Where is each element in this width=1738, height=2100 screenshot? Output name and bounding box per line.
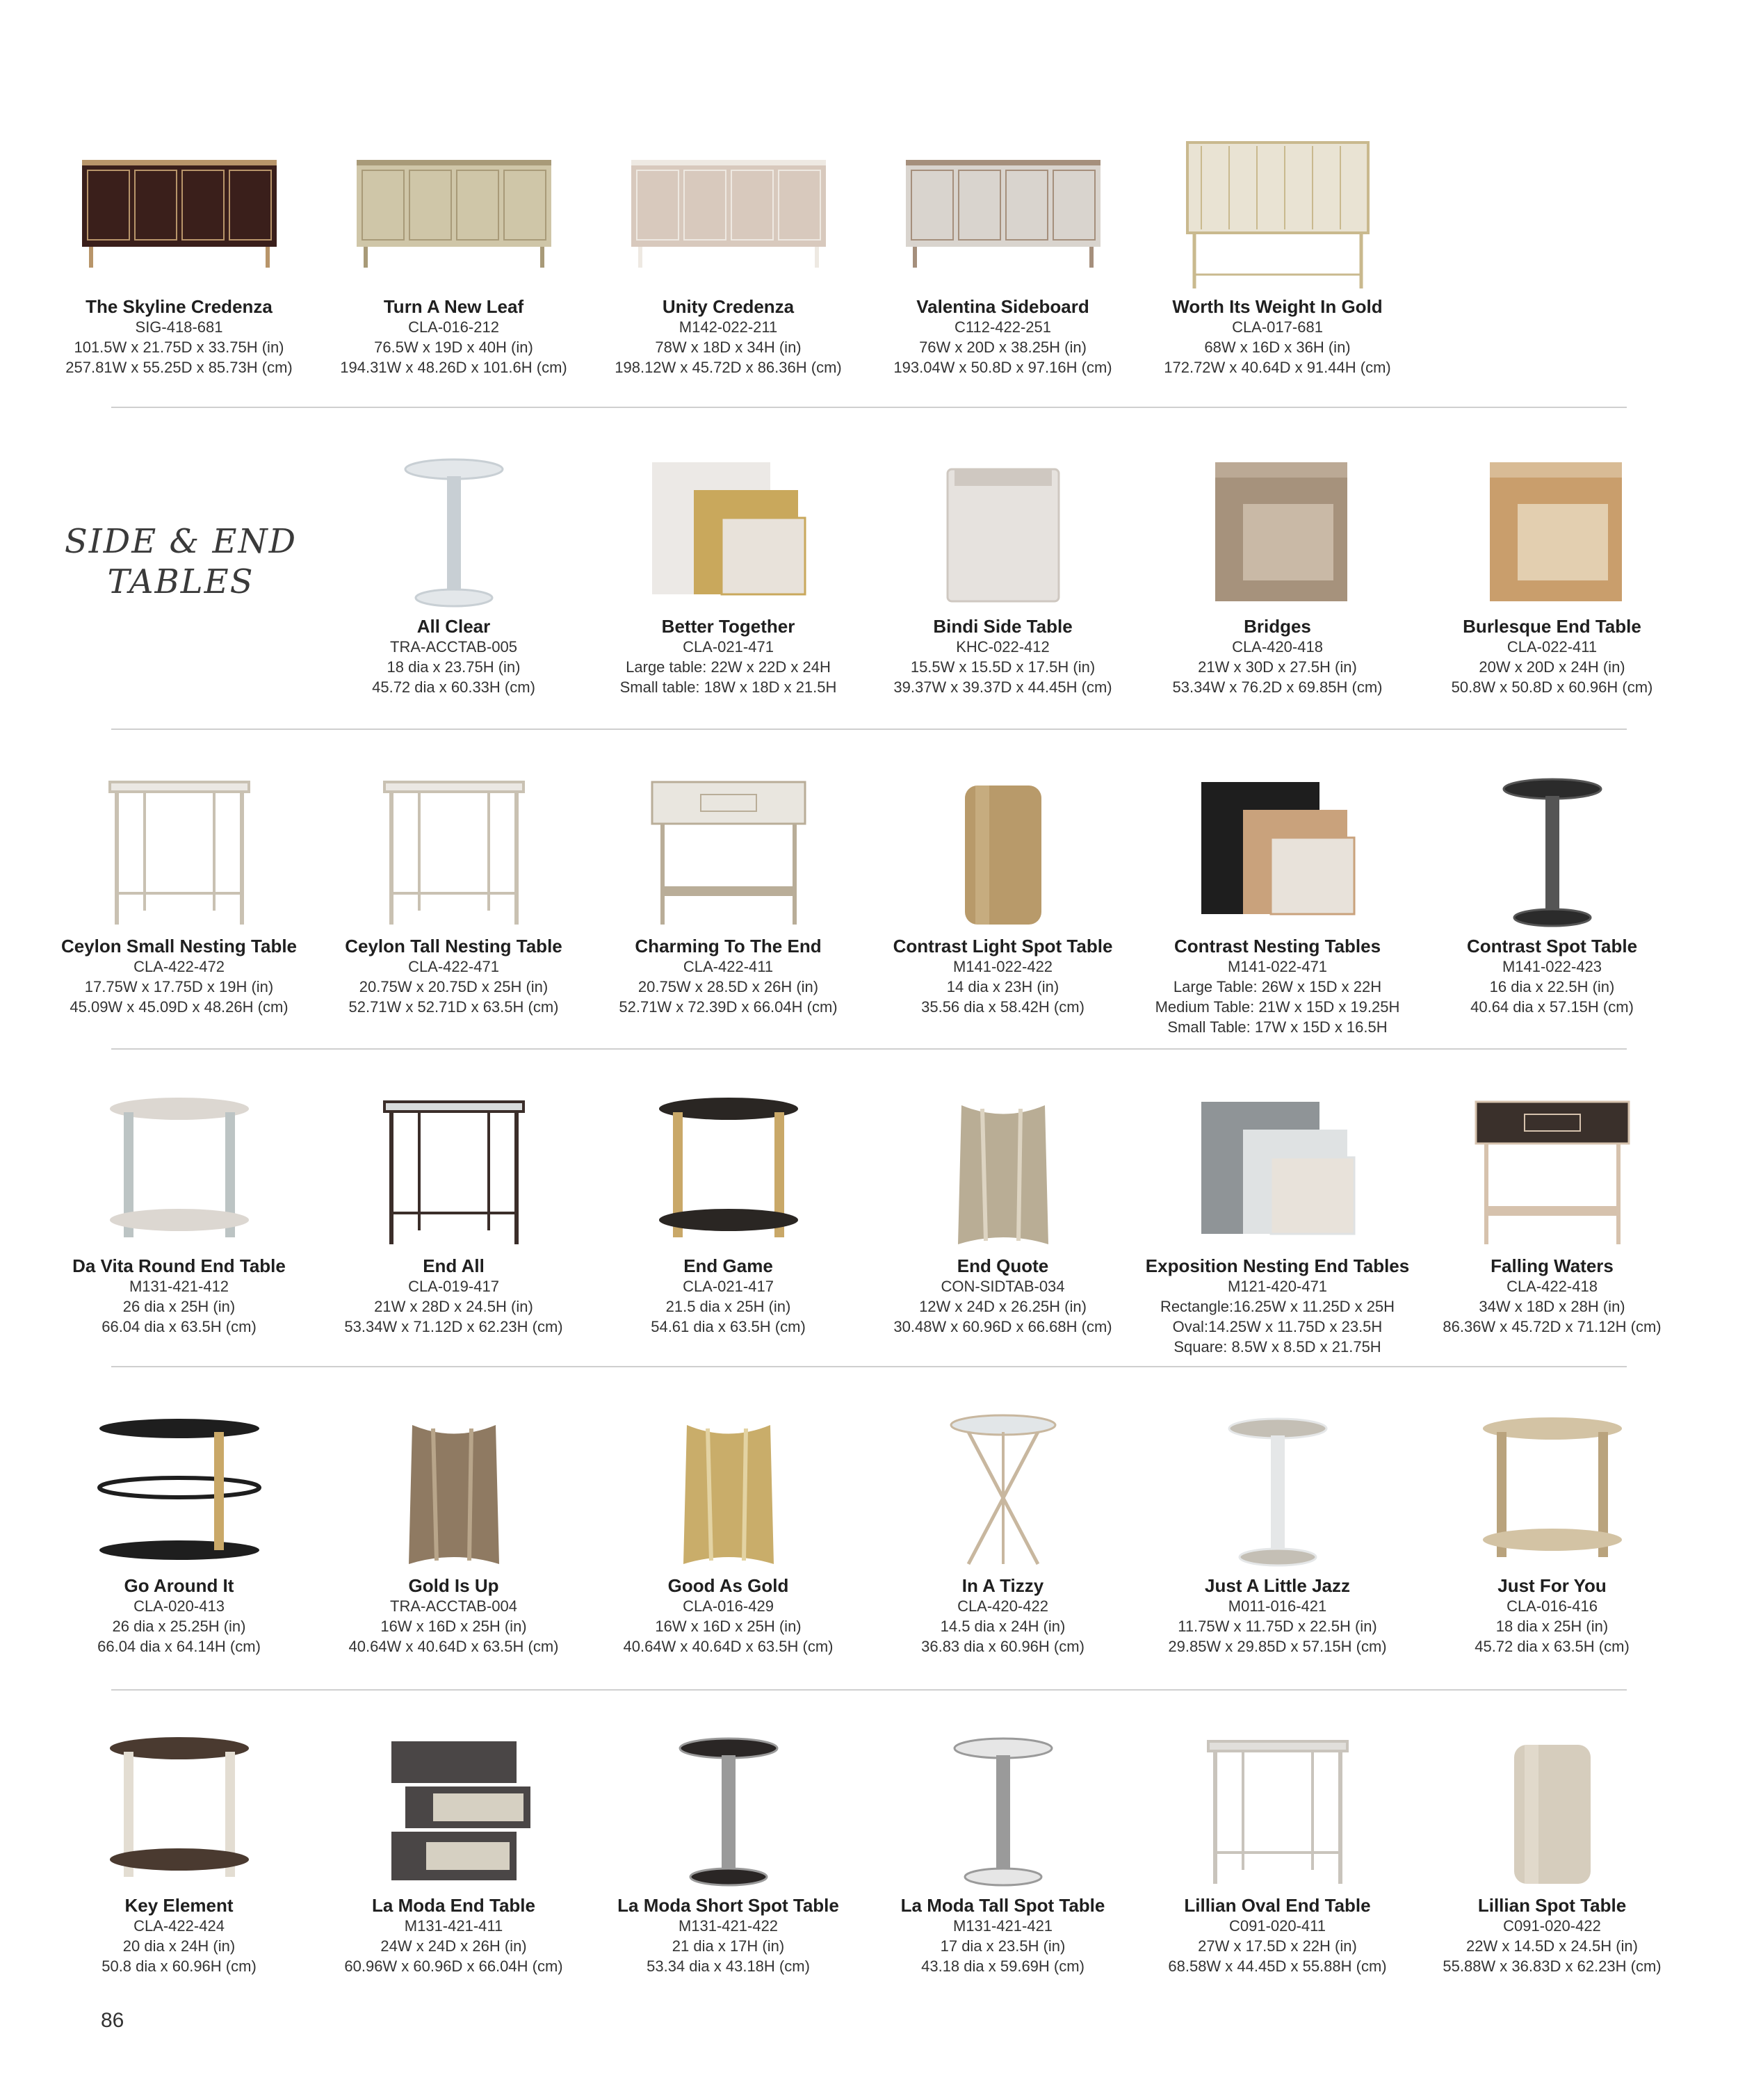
product-dimensions: 101.5W x 21.75D x 33.75H (in) bbox=[74, 339, 284, 356]
product-dimensions: 40.64W x 40.64D x 63.5H (cm) bbox=[348, 1638, 559, 1655]
product-dimensions: 36.83 dia x 60.96H (cm) bbox=[921, 1638, 1085, 1655]
product-name: La Moda End Table bbox=[372, 1895, 535, 1916]
product-image bbox=[1140, 118, 1415, 306]
product-dimensions: 26 dia x 25H (in) bbox=[122, 1298, 236, 1315]
product-card bbox=[1415, 1397, 1689, 1655]
product-name: Key Element bbox=[124, 1895, 234, 1916]
product-dimensions: 53.34W x 76.2D x 69.85H (cm) bbox=[1172, 678, 1383, 696]
product-dimensions: 27W x 17.5D x 22H (in) bbox=[1198, 1937, 1357, 1955]
product-caption bbox=[28, 1895, 330, 1976]
product-dimensions: 16W x 16D x 25H (in) bbox=[380, 1618, 527, 1635]
product-card bbox=[591, 1717, 866, 1975]
row-divider bbox=[111, 407, 1627, 408]
product-dimensions: 53.34 dia x 43.18H (cm) bbox=[647, 1957, 810, 1975]
product-dimensions: 76W x 20D x 38.25H (in) bbox=[919, 339, 1087, 356]
product-dimensions: 20W x 20D x 24H (in) bbox=[1479, 658, 1625, 676]
product-caption bbox=[577, 1255, 879, 1337]
product-caption bbox=[577, 936, 879, 1017]
product-image bbox=[42, 1397, 316, 1585]
product-card bbox=[316, 758, 591, 1016]
product-dimensions: 66.04 dia x 64.14H (cm) bbox=[97, 1638, 261, 1655]
product-dimensions: 55.88W x 36.83D x 62.23H (cm) bbox=[1443, 1957, 1662, 1975]
product-caption bbox=[852, 1255, 1154, 1337]
product-image bbox=[866, 1077, 1140, 1265]
product-sku: CLA-022-411 bbox=[1506, 638, 1598, 656]
product-name: Burlesque End Table bbox=[1463, 616, 1641, 637]
sculpted-table-icon bbox=[350, 1401, 558, 1585]
product-card bbox=[1415, 438, 1689, 696]
product-image bbox=[866, 118, 1140, 306]
product-dimensions: Large Table: 26W x 15D x 22H bbox=[1173, 978, 1382, 995]
product-sku: TRA-ACCTAB-004 bbox=[390, 1597, 517, 1615]
product-image bbox=[1140, 1397, 1415, 1585]
product-dimensions: 14 dia x 23H (in) bbox=[946, 978, 1059, 995]
round-end-table-icon bbox=[75, 1720, 284, 1905]
product-image bbox=[42, 1717, 316, 1905]
product-caption bbox=[28, 1255, 330, 1337]
product-caption bbox=[302, 1255, 605, 1337]
product-sku: CLA-422-424 bbox=[133, 1917, 225, 1935]
product-dimensions: 194.31W x 48.26D x 101.6H (cm) bbox=[340, 359, 567, 376]
product-dimensions: 66.04 dia x 63.5H (cm) bbox=[101, 1318, 257, 1335]
product-dimensions: 21W x 30D x 27.5H (in) bbox=[1198, 658, 1357, 676]
product-card bbox=[316, 438, 591, 696]
product-image bbox=[316, 438, 591, 626]
product-image bbox=[1415, 1397, 1689, 1585]
product-card bbox=[866, 118, 1140, 376]
product-image bbox=[1140, 438, 1415, 626]
product-caption bbox=[577, 1575, 879, 1657]
product-card bbox=[1140, 438, 1415, 696]
product-name: Good As Gold bbox=[667, 1575, 789, 1596]
product-image bbox=[1415, 438, 1689, 626]
product-dimensions: 26 dia x 25.25H (in) bbox=[112, 1618, 246, 1635]
product-dimensions: 68.58W x 44.45D x 55.88H (cm) bbox=[1168, 1957, 1387, 1975]
product-image bbox=[866, 1397, 1140, 1585]
product-caption bbox=[1126, 296, 1429, 377]
product-dimensions: 34W x 18D x 28H (in) bbox=[1479, 1298, 1625, 1315]
product-name: Go Around It bbox=[124, 1575, 234, 1596]
product-card bbox=[866, 758, 1140, 1016]
product-dimensions: 22W x 14.5D x 24.5H (in) bbox=[1466, 1937, 1638, 1955]
drawer-table-icon bbox=[1448, 1081, 1657, 1265]
credenza-icon bbox=[75, 122, 284, 306]
product-dimensions: 30.48W x 60.96D x 66.68H (cm) bbox=[893, 1318, 1112, 1335]
credenza-icon bbox=[624, 122, 833, 306]
product-card bbox=[1140, 1717, 1415, 1975]
pedestal-table-icon bbox=[899, 1720, 1107, 1905]
stacked-table-icon bbox=[350, 1720, 558, 1905]
product-dimensions: 12W x 24D x 26.25H (in) bbox=[919, 1298, 1087, 1315]
product-dimensions: 16 dia x 22.5H (in) bbox=[1489, 978, 1615, 995]
product-dimensions: 21 dia x 17H (in) bbox=[672, 1937, 785, 1955]
product-dimensions: 40.64W x 40.64D x 63.5H (cm) bbox=[623, 1638, 834, 1655]
product-name: Contrast Light Spot Table bbox=[893, 936, 1113, 957]
product-caption bbox=[1126, 1255, 1429, 1357]
product-name: The Skyline Credenza bbox=[86, 296, 273, 317]
product-dimensions: 50.8W x 50.8D x 60.96H (cm) bbox=[1451, 678, 1653, 696]
product-name: Just A Little Jazz bbox=[1204, 1575, 1350, 1596]
product-caption bbox=[28, 936, 330, 1017]
product-card bbox=[866, 1717, 1140, 1975]
frame-table-icon bbox=[350, 1081, 558, 1265]
frame-table-icon bbox=[350, 761, 558, 945]
product-caption bbox=[302, 296, 605, 377]
product-caption bbox=[577, 296, 879, 377]
product-card bbox=[1415, 758, 1689, 1016]
product-caption bbox=[1401, 1575, 1703, 1657]
product-dimensions: 15.5W x 15.5D x 17.5H (in) bbox=[910, 658, 1096, 676]
product-caption bbox=[1126, 616, 1429, 697]
product-dimensions: 14.5 dia x 24H (in) bbox=[940, 1618, 1066, 1635]
product-sku: CLA-019-417 bbox=[408, 1278, 499, 1295]
nesting-table-icon bbox=[1173, 761, 1382, 945]
section-title-line-2: TABLES bbox=[107, 562, 254, 601]
drum-table-icon bbox=[1448, 1720, 1657, 1905]
product-name: Lillian Spot Table bbox=[1477, 1895, 1627, 1916]
product-dimensions: 45.09W x 45.09D x 48.26H (cm) bbox=[70, 998, 289, 1016]
product-dimensions: 29.85W x 29.85D x 57.15H (cm) bbox=[1168, 1638, 1387, 1655]
product-caption bbox=[1126, 1895, 1429, 1976]
product-name: End Game bbox=[683, 1255, 773, 1276]
product-card bbox=[42, 1397, 316, 1655]
product-name: La Moda Short Spot Table bbox=[617, 1895, 839, 1916]
pedestal-table-icon bbox=[1173, 1401, 1382, 1585]
product-dimensions: Small table: 18W x 18D x 21.5H bbox=[619, 678, 837, 696]
product-caption bbox=[302, 616, 605, 697]
product-name: Better Together bbox=[661, 616, 795, 637]
pedestal-table-icon bbox=[350, 441, 558, 626]
product-dimensions: 78W x 18D x 34H (in) bbox=[655, 339, 802, 356]
product-name: Charming To The End bbox=[635, 936, 822, 957]
product-dimensions: 20 dia x 24H (in) bbox=[122, 1937, 236, 1955]
product-dimensions: 20.75W x 20.75D x 25H (in) bbox=[359, 978, 549, 995]
product-dimensions: 11.75W x 11.75D x 22.5H (in) bbox=[1178, 1618, 1377, 1635]
product-name: Ceylon Tall Nesting Table bbox=[345, 936, 562, 957]
product-dimensions: 18 dia x 25H (in) bbox=[1495, 1618, 1609, 1635]
product-caption bbox=[852, 1575, 1154, 1657]
product-name: Da Vita Round End Table bbox=[72, 1255, 286, 1276]
product-name: Just For You bbox=[1497, 1575, 1607, 1596]
row-divider bbox=[111, 1366, 1627, 1367]
round-end-table-icon bbox=[75, 1081, 284, 1265]
product-name: Contrast Nesting Tables bbox=[1173, 936, 1381, 957]
product-caption bbox=[28, 1575, 330, 1657]
sculpted-table-icon bbox=[899, 1081, 1107, 1265]
product-dimensions: 52.71W x 72.39D x 66.04H (cm) bbox=[619, 998, 838, 1016]
product-dimensions: Medium Table: 21W x 15D x 19.25H bbox=[1155, 998, 1400, 1016]
product-dimensions: 39.37W x 39.37D x 44.45H (cm) bbox=[893, 678, 1112, 696]
pedestal-table-icon bbox=[1448, 761, 1657, 945]
product-name: Bindi Side Table bbox=[933, 616, 1073, 637]
product-card bbox=[591, 118, 866, 376]
product-sku: M131-421-422 bbox=[678, 1917, 779, 1935]
section-title-line-1: SIDE & END bbox=[64, 522, 298, 561]
product-card bbox=[42, 758, 316, 1016]
product-image bbox=[42, 758, 316, 945]
drawer-table-icon bbox=[624, 761, 833, 945]
product-dimensions: 24W x 24D x 26H (in) bbox=[380, 1937, 527, 1955]
product-name: Falling Waters bbox=[1491, 1255, 1614, 1276]
frame-table-icon bbox=[75, 761, 284, 945]
product-caption bbox=[1401, 616, 1703, 697]
product-sku: M141-022-471 bbox=[1227, 958, 1328, 975]
product-name: End All bbox=[423, 1255, 485, 1276]
product-card bbox=[316, 118, 591, 376]
product-dimensions: 53.34W x 71.12D x 62.23H (cm) bbox=[344, 1318, 563, 1335]
product-image bbox=[591, 1077, 866, 1265]
product-sku: CLA-020-413 bbox=[133, 1597, 225, 1615]
product-image bbox=[866, 438, 1140, 626]
product-name: La Moda Tall Spot Table bbox=[900, 1895, 1105, 1916]
product-caption bbox=[852, 936, 1154, 1017]
round-end-table-icon bbox=[1448, 1401, 1657, 1585]
product-image bbox=[1140, 758, 1415, 945]
product-card bbox=[591, 1077, 866, 1335]
section-title bbox=[63, 521, 299, 602]
product-name: Exposition Nesting End Tables bbox=[1145, 1255, 1410, 1276]
product-dimensions: Large table: 22W x 22D x 24H bbox=[626, 658, 831, 676]
product-caption bbox=[852, 1895, 1154, 1976]
display-cabinet-icon bbox=[1173, 122, 1382, 306]
product-sku: CLA-422-471 bbox=[408, 958, 499, 975]
product-dimensions: 40.64 dia x 57.15H (cm) bbox=[1470, 998, 1634, 1016]
product-image bbox=[591, 118, 866, 306]
crossed-leg-table-icon bbox=[899, 1401, 1107, 1585]
product-sku: CLA-017-681 bbox=[1232, 318, 1323, 336]
product-caption bbox=[28, 296, 330, 377]
row-divider bbox=[111, 1689, 1627, 1691]
product-card bbox=[1140, 118, 1415, 376]
product-dimensions: 54.61 dia x 63.5H (cm) bbox=[651, 1318, 806, 1335]
product-card bbox=[42, 1077, 316, 1335]
product-dimensions: 68W x 16D x 36H (in) bbox=[1204, 339, 1351, 356]
product-sku: CLA-422-411 bbox=[683, 958, 774, 975]
product-sku: M131-421-421 bbox=[952, 1917, 1053, 1935]
product-dimensions: Rectangle:16.25W x 11.25D x 25H bbox=[1160, 1298, 1395, 1315]
product-image bbox=[591, 1397, 866, 1585]
product-sku: C091-020-411 bbox=[1228, 1917, 1326, 1935]
product-caption bbox=[302, 1895, 605, 1976]
product-dimensions: 45.72 dia x 63.5H (cm) bbox=[1475, 1638, 1630, 1655]
product-name: Contrast Spot Table bbox=[1466, 936, 1638, 957]
product-name: Turn A New Leaf bbox=[383, 296, 524, 317]
product-sku: TRA-ACCTAB-005 bbox=[390, 638, 517, 656]
product-card bbox=[1140, 758, 1415, 1036]
tiered-table-icon bbox=[75, 1401, 284, 1585]
product-dimensions: 50.8 dia x 60.96H (cm) bbox=[101, 1957, 257, 1975]
product-sku: CON-SIDTAB-034 bbox=[941, 1278, 1065, 1295]
product-caption bbox=[852, 296, 1154, 377]
product-sku: M131-421-412 bbox=[129, 1278, 229, 1295]
product-dimensions: 43.18 dia x 59.69H (cm) bbox=[921, 1957, 1085, 1975]
product-image bbox=[591, 438, 866, 626]
product-name: Ceylon Small Nesting Table bbox=[60, 936, 298, 957]
product-sku: M131-421-411 bbox=[404, 1917, 503, 1935]
product-name: All Clear bbox=[416, 616, 491, 637]
product-caption bbox=[577, 616, 879, 697]
product-caption bbox=[577, 1895, 879, 1976]
end-table-icon bbox=[1448, 441, 1657, 626]
product-card bbox=[866, 1397, 1140, 1655]
product-sku: CLA-420-418 bbox=[1232, 638, 1323, 656]
product-image bbox=[591, 1717, 866, 1905]
product-image bbox=[1140, 1077, 1415, 1265]
product-dimensions: 76.5W x 19D x 40H (in) bbox=[374, 339, 533, 356]
product-dimensions: Small Table: 17W x 15D x 16.5H bbox=[1167, 1018, 1388, 1036]
product-sku: SIG-418-681 bbox=[135, 318, 223, 336]
product-image bbox=[316, 1717, 591, 1905]
product-sku: CLA-016-429 bbox=[683, 1597, 774, 1615]
product-image bbox=[1415, 1717, 1689, 1905]
end-table-icon bbox=[1173, 441, 1382, 626]
product-sku: M142-022-211 bbox=[679, 318, 778, 336]
product-dimensions: 45.72 dia x 60.33H (cm) bbox=[372, 678, 535, 696]
product-dimensions: 21W x 28D x 24.5H (in) bbox=[374, 1298, 533, 1315]
product-caption bbox=[1401, 1255, 1703, 1337]
product-caption bbox=[302, 1575, 605, 1657]
drum-table-icon bbox=[899, 761, 1107, 945]
product-dimensions: 52.71W x 52.71D x 63.5H (cm) bbox=[348, 998, 559, 1016]
product-card bbox=[1140, 1077, 1415, 1356]
product-caption bbox=[1401, 1895, 1703, 1976]
product-name: Unity Credenza bbox=[662, 296, 795, 317]
product-dimensions: 86.36W x 45.72D x 71.12H (cm) bbox=[1443, 1318, 1662, 1335]
product-sku: CLA-021-471 bbox=[683, 638, 774, 656]
credenza-icon bbox=[350, 122, 558, 306]
product-dimensions: 193.04W x 50.8D x 97.16H (cm) bbox=[893, 359, 1112, 376]
product-image bbox=[1140, 1717, 1415, 1905]
product-sku: M011-016-421 bbox=[1228, 1597, 1327, 1615]
cube-table-icon bbox=[899, 441, 1107, 626]
product-caption bbox=[1401, 936, 1703, 1017]
product-card bbox=[591, 1397, 866, 1655]
product-sku: KHC-022-412 bbox=[956, 638, 1050, 656]
product-name: Worth Its Weight In Gold bbox=[1172, 296, 1383, 317]
product-sku: CLA-420-422 bbox=[957, 1597, 1048, 1615]
product-card bbox=[316, 1077, 591, 1335]
nesting-table-icon bbox=[624, 441, 833, 626]
product-sku: C091-020-422 bbox=[1503, 1917, 1601, 1935]
product-dimensions: 35.56 dia x 58.42H (cm) bbox=[921, 998, 1085, 1016]
round-end-table-icon bbox=[624, 1081, 833, 1265]
product-dimensions: 17 dia x 23.5H (in) bbox=[940, 1937, 1066, 1955]
product-name: Gold Is Up bbox=[408, 1575, 499, 1596]
product-card bbox=[1140, 1397, 1415, 1655]
product-image bbox=[316, 1397, 591, 1585]
product-sku: CLA-021-417 bbox=[683, 1278, 774, 1295]
product-caption bbox=[1126, 936, 1429, 1037]
product-card bbox=[316, 1397, 591, 1655]
product-image bbox=[316, 758, 591, 945]
product-dimensions: 172.72W x 40.64D x 91.44H (cm) bbox=[1164, 359, 1391, 376]
row-divider bbox=[111, 1048, 1627, 1050]
product-name: Bridges bbox=[1244, 616, 1311, 637]
product-card bbox=[591, 758, 866, 1016]
product-dimensions: 60.96W x 60.96D x 66.04H (cm) bbox=[344, 1957, 563, 1975]
product-dimensions: 257.81W x 55.25D x 85.73H (cm) bbox=[65, 359, 293, 376]
product-sku: M141-022-423 bbox=[1502, 958, 1602, 975]
product-sku: M141-022-422 bbox=[952, 958, 1053, 975]
sculpted-table-icon bbox=[624, 1401, 833, 1585]
product-name: In A Tizzy bbox=[961, 1575, 1044, 1596]
product-sku: CLA-016-416 bbox=[1506, 1597, 1598, 1615]
product-image bbox=[42, 1077, 316, 1265]
product-image bbox=[866, 758, 1140, 945]
product-sku: C112-422-251 bbox=[954, 318, 1052, 336]
product-dimensions: 198.12W x 45.72D x 86.36H (cm) bbox=[615, 359, 842, 376]
product-card bbox=[316, 1717, 591, 1975]
product-caption bbox=[1126, 1575, 1429, 1657]
product-dimensions: Square: 8.5W x 8.5D x 21.75H bbox=[1173, 1338, 1381, 1356]
product-card bbox=[42, 118, 316, 376]
product-image bbox=[1415, 1077, 1689, 1265]
product-dimensions: 21.5 dia x 25H (in) bbox=[665, 1298, 791, 1315]
product-caption bbox=[302, 936, 605, 1017]
product-name: End Quote bbox=[957, 1255, 1049, 1276]
product-image bbox=[866, 1717, 1140, 1905]
nesting-table-icon bbox=[1173, 1081, 1382, 1265]
product-dimensions: Oval:14.25W x 11.75D x 23.5H bbox=[1172, 1318, 1383, 1335]
sideboard-icon bbox=[899, 122, 1107, 306]
product-name: Valentina Sideboard bbox=[916, 296, 1089, 317]
page-number: 86 bbox=[101, 2009, 124, 2032]
product-sku: CLA-422-418 bbox=[1506, 1278, 1598, 1295]
product-card bbox=[591, 438, 866, 696]
product-dimensions: 18 dia x 23.75H (in) bbox=[387, 658, 521, 676]
row-divider bbox=[111, 729, 1627, 730]
frame-table-icon bbox=[1173, 1720, 1382, 1905]
product-dimensions: 17.75W x 17.75D x 19H (in) bbox=[84, 978, 274, 995]
product-image bbox=[1415, 758, 1689, 945]
product-dimensions: 16W x 16D x 25H (in) bbox=[655, 1618, 802, 1635]
product-card bbox=[866, 438, 1140, 696]
pedestal-table-icon bbox=[624, 1720, 833, 1905]
product-caption bbox=[852, 616, 1154, 697]
product-card bbox=[866, 1077, 1140, 1335]
product-name: Lillian Oval End Table bbox=[1184, 1895, 1371, 1916]
product-card bbox=[1415, 1717, 1689, 1975]
product-image bbox=[42, 118, 316, 306]
product-sku: CLA-016-212 bbox=[408, 318, 499, 336]
product-sku: M121-420-471 bbox=[1227, 1278, 1328, 1295]
product-dimensions: 20.75W x 28.5D x 26H (in) bbox=[637, 978, 819, 995]
product-image bbox=[316, 1077, 591, 1265]
product-image bbox=[591, 758, 866, 945]
product-image bbox=[316, 118, 591, 306]
product-card bbox=[1415, 1077, 1689, 1335]
product-sku: CLA-422-472 bbox=[133, 958, 225, 975]
product-card bbox=[42, 1717, 316, 1975]
